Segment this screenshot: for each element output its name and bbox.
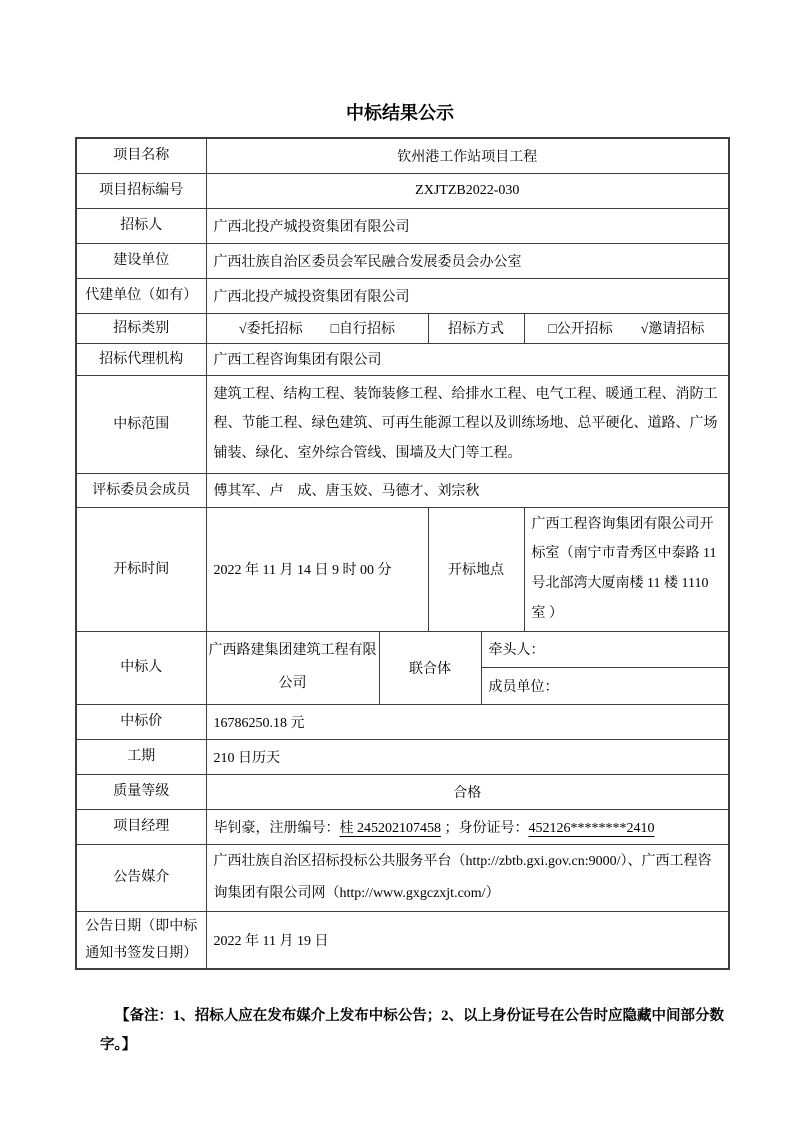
manager-label: 项目经理 (76, 809, 206, 844)
project-name-value: 钦州港工作站项目工程 (206, 138, 729, 173)
joint-venture-label: 联合体 (379, 631, 481, 704)
winner-company: 广西路建集团建筑工程有限公司 (206, 631, 379, 704)
quality-label: 质量等级 (76, 774, 206, 809)
method-value: □公开招标 √邀请招标 (524, 313, 729, 343)
committee-value: 傅其军、卢 成、唐玉姣、马德才、刘宗秋 (206, 473, 729, 507)
tenderer-label: 招标人 (76, 208, 206, 243)
announce-date-value: 2022 年 11 月 19 日 (206, 911, 729, 969)
row-committee (76, 473, 729, 507)
joint-leader-label: 牵头人： (482, 632, 729, 668)
tenderer-value: 广西北投产城投资集团有限公司 (206, 208, 729, 243)
category-value: √委托招标 □自行招标 (206, 313, 428, 343)
agent-builder-label: 代建单位（如有） (76, 278, 206, 313)
scope-label: 中标范围 (76, 375, 206, 473)
row-announce-date (76, 911, 729, 969)
manager-value (206, 809, 729, 844)
media-value: 广西壮族自治区招标投标公共服务平台（http://zbtb.gxi.gov.cn:9000/）、广西工程咨询集团有限公司网（http://www.gxgczxjt.com/） (206, 844, 729, 911)
agent-builder-value: 广西北投产城投资集团有限公司 (206, 278, 729, 313)
manager-reg-no: 桂 245202107458 (339, 820, 441, 836)
row-project-name (76, 138, 729, 173)
media-label: 公告媒介 (76, 844, 206, 911)
quality-value: 合格 (206, 774, 729, 809)
row-agent-builder (76, 278, 729, 313)
joint-members-label: 成员单位： (488, 679, 559, 695)
price-value: 16786250.18 元 (206, 704, 729, 739)
category-label: 招标类别 (76, 313, 206, 343)
winner-label: 中标人 (76, 631, 206, 704)
opening-place-value: 广西工程咨询集团有限公司开标室（南宁市青秀区中泰路 11 号北部湾大厦南楼 11 楼 1110 室 ） (524, 507, 729, 631)
row-opening (76, 507, 729, 631)
row-scope (76, 375, 729, 473)
owner-label: 建设单位 (76, 243, 206, 278)
row-tenderer (76, 208, 729, 243)
row-manager (76, 809, 729, 844)
scope-value: 建筑工程、结构工程、装饰装修工程、给排水工程、电气工程、暖通工程、消防工程、节能工程、绿色建筑、可再生能源工程以及训练场地、总平硬化、道路、广场铺装、绿化、室外综合管线、围墙及大门等工程。 (206, 375, 729, 473)
agency-value: 广西工程咨询集团有限公司 (206, 343, 729, 375)
remark-note: 【备注：1、招标人应在发布媒介上发布中标公告；2、以上身份证号在公告时应隐藏中间部分数字。】 (100, 1008, 724, 1053)
row-tender-no (76, 173, 729, 208)
result-table (75, 137, 730, 970)
price-label: 中标价 (76, 704, 206, 739)
row-quality (76, 774, 729, 809)
duration-value: 210 日历天 (206, 739, 729, 774)
tender-no-value: ZXJTZB2022-030 (206, 173, 729, 208)
manager-id-caption: ；身份证号： (441, 820, 529, 836)
duration-label: 工期 (76, 739, 206, 774)
row-media (76, 844, 729, 911)
method-label: 招标方式 (428, 313, 524, 343)
opening-time-label: 开标时间 (76, 507, 206, 631)
tender-no-label: 项目招标编号 (76, 173, 206, 208)
row-category (76, 313, 729, 343)
row-agency (76, 343, 729, 375)
announce-date-label: 公告日期（即中标通知书签发日期） (76, 911, 206, 969)
owner-value: 广西壮族自治区委员会军民融合发展委员会办公室 (206, 243, 729, 278)
manager-id-no: 452126********2410 (528, 820, 655, 836)
opening-time-value: 2022 年 11 月 14 日 9 时 00 分 (206, 507, 428, 631)
row-price (76, 704, 729, 739)
joint-venture-cell (481, 631, 729, 704)
project-name-label: 项目名称 (76, 138, 206, 173)
committee-label: 评标委员会成员 (76, 473, 206, 507)
agency-label: 招标代理机构 (76, 343, 206, 375)
row-duration (76, 739, 729, 774)
page-title: 中标结果公示 (346, 103, 454, 124)
manager-name: 毕钊豪，注册编号： (213, 820, 340, 836)
row-winner (76, 631, 729, 704)
row-owner (76, 243, 729, 278)
opening-place-label: 开标地点 (428, 507, 524, 631)
